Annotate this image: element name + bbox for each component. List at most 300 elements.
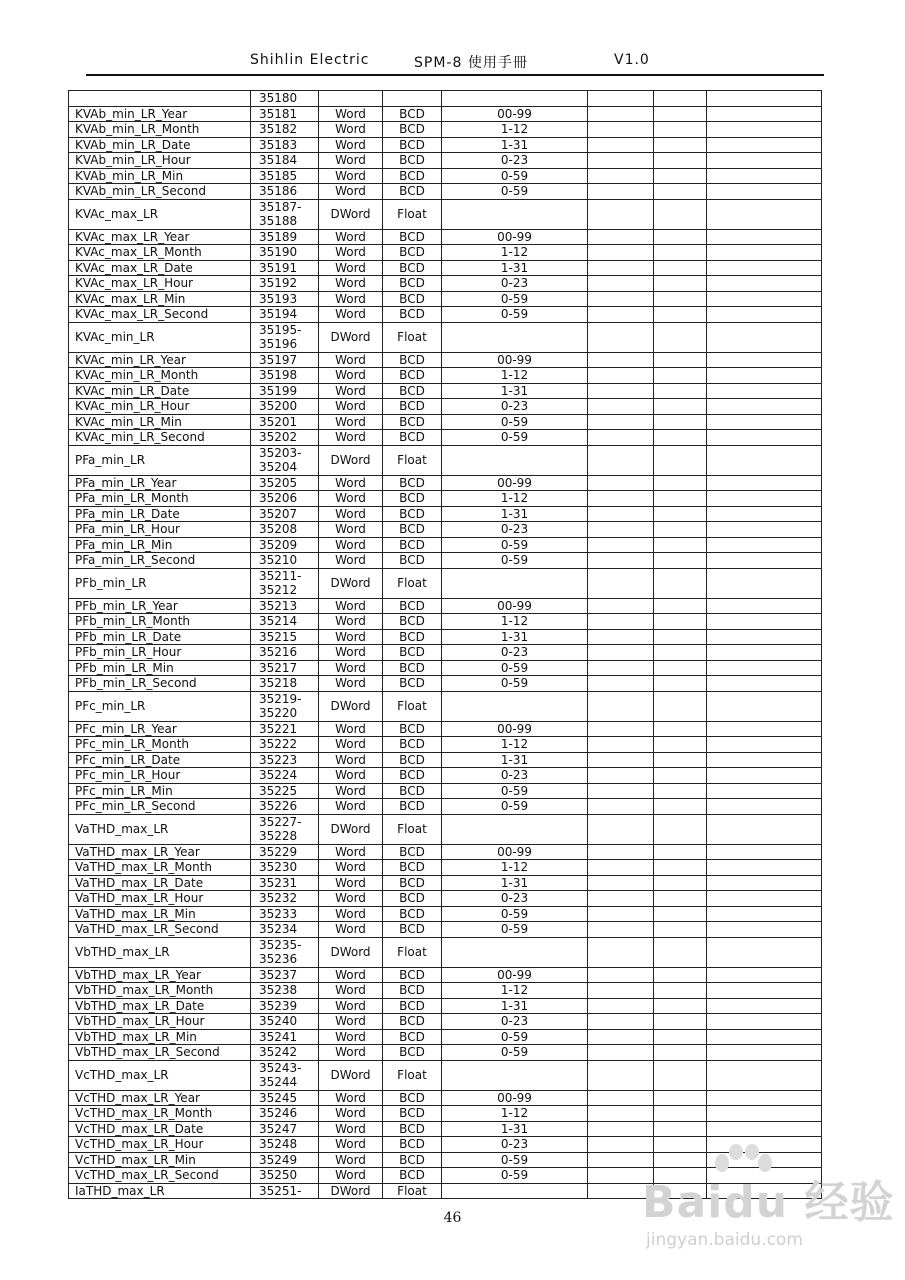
cell-type: BCD bbox=[383, 922, 442, 938]
cell-type: BCD bbox=[383, 506, 442, 522]
cell-address: 35207 bbox=[251, 506, 319, 522]
cell-address: 35180 bbox=[251, 91, 319, 107]
cell-empty bbox=[707, 491, 822, 507]
cell-empty bbox=[654, 875, 707, 891]
cell-size: Word bbox=[319, 368, 383, 384]
cell-size: Word bbox=[319, 768, 383, 784]
cell-type: Float bbox=[383, 1060, 442, 1090]
cell-address: 35208 bbox=[251, 522, 319, 538]
cell-type: BCD bbox=[383, 106, 442, 122]
cell-address: 35189 bbox=[251, 229, 319, 245]
cell-name: PFc_min_LR_Month bbox=[69, 737, 251, 753]
table-row bbox=[69, 752, 822, 768]
cell-address: 35193 bbox=[251, 291, 319, 307]
table-row bbox=[69, 383, 822, 399]
cell-empty bbox=[588, 122, 654, 138]
table-row bbox=[69, 106, 822, 122]
cell-range: 0-59 bbox=[442, 1168, 588, 1184]
cell-address: 35230 bbox=[251, 860, 319, 876]
cell-empty bbox=[654, 1029, 707, 1045]
table-row bbox=[69, 537, 822, 553]
cell-empty bbox=[707, 399, 822, 415]
cell-empty bbox=[654, 645, 707, 661]
cell-address: 35239 bbox=[251, 998, 319, 1014]
table-row bbox=[69, 168, 822, 184]
cell-empty bbox=[707, 967, 822, 983]
cell-size: Word bbox=[319, 414, 383, 430]
cell-empty bbox=[707, 106, 822, 122]
cell-empty bbox=[654, 1121, 707, 1137]
cell-name: KVAb_min_LR_Hour bbox=[69, 153, 251, 169]
cell-name: PFc_min_LR_Second bbox=[69, 799, 251, 815]
cell-name: KVAc_min_LR_Hour bbox=[69, 399, 251, 415]
cell-address: 35221 bbox=[251, 721, 319, 737]
cell-name: VaTHD_max_LR_Hour bbox=[69, 891, 251, 907]
cell-name: KVAb_min_LR_Date bbox=[69, 137, 251, 153]
cell-empty bbox=[588, 168, 654, 184]
cell-empty bbox=[654, 922, 707, 938]
cell-empty bbox=[654, 799, 707, 815]
cell-range: 0-23 bbox=[442, 153, 588, 169]
cell-name: VbTHD_max_LR_Second bbox=[69, 1045, 251, 1061]
cell-size: Word bbox=[319, 1121, 383, 1137]
cell-empty bbox=[707, 475, 822, 491]
cell-address: 35213 bbox=[251, 598, 319, 614]
cell-address: 35215 bbox=[251, 629, 319, 645]
cell-empty bbox=[707, 199, 822, 229]
cell-range: 1-31 bbox=[442, 383, 588, 399]
cell-range: 0-23 bbox=[442, 1137, 588, 1153]
cell-empty bbox=[588, 153, 654, 169]
cell-address: 35209 bbox=[251, 537, 319, 553]
cell-size: DWord bbox=[319, 1183, 383, 1199]
cell-name: PFc_min_LR_Min bbox=[69, 783, 251, 799]
cell-size: Word bbox=[319, 522, 383, 538]
cell-empty bbox=[707, 783, 822, 799]
table-row bbox=[69, 276, 822, 292]
cell-size: Word bbox=[319, 352, 383, 368]
cell-size: Word bbox=[319, 491, 383, 507]
cell-type: BCD bbox=[383, 645, 442, 661]
cell-name: IaTHD_max_LR bbox=[69, 1183, 251, 1199]
cell-address: 35202 bbox=[251, 430, 319, 446]
cell-empty bbox=[654, 445, 707, 475]
cell-type: BCD bbox=[383, 614, 442, 630]
cell-empty bbox=[588, 860, 654, 876]
cell-address: 35197 bbox=[251, 352, 319, 368]
cell-empty bbox=[588, 383, 654, 399]
cell-type: BCD bbox=[383, 368, 442, 384]
cell-empty bbox=[654, 260, 707, 276]
cell-empty bbox=[707, 137, 822, 153]
cell-empty bbox=[707, 276, 822, 292]
cell-range: 0-59 bbox=[442, 906, 588, 922]
cell-empty bbox=[588, 998, 654, 1014]
cell-name: PFa_min_LR bbox=[69, 445, 251, 475]
cell-name: KVAc_max_LR_Year bbox=[69, 229, 251, 245]
cell-name: VcTHD_max_LR_Min bbox=[69, 1152, 251, 1168]
table-row bbox=[69, 1060, 822, 1090]
cell-address: 35226 bbox=[251, 799, 319, 815]
cell-empty bbox=[654, 691, 707, 721]
register-table-body bbox=[69, 91, 822, 1199]
cell-empty bbox=[588, 983, 654, 999]
cell-name: VcTHD_max_LR_Year bbox=[69, 1090, 251, 1106]
cell-name: PFb_min_LR_Year bbox=[69, 598, 251, 614]
cell-address: 35200 bbox=[251, 399, 319, 415]
cell-name bbox=[69, 91, 251, 107]
cell-name: KVAc_min_LR_Date bbox=[69, 383, 251, 399]
cell-empty bbox=[707, 229, 822, 245]
cell-type: BCD bbox=[383, 1137, 442, 1153]
cell-empty bbox=[654, 629, 707, 645]
cell-empty bbox=[654, 998, 707, 1014]
cell-name: KVAc_max_LR_Min bbox=[69, 291, 251, 307]
cell-range: 00-99 bbox=[442, 475, 588, 491]
cell-empty bbox=[588, 445, 654, 475]
cell-range: 0-59 bbox=[442, 676, 588, 692]
cell-size: Word bbox=[319, 1106, 383, 1122]
cell-size: Word bbox=[319, 967, 383, 983]
cell-name: VbTHD_max_LR_Date bbox=[69, 998, 251, 1014]
table-row bbox=[69, 153, 822, 169]
cell-name: KVAc_min_LR_Year bbox=[69, 352, 251, 368]
cell-empty bbox=[654, 752, 707, 768]
cell-empty bbox=[654, 768, 707, 784]
cell-address: 35250 bbox=[251, 1168, 319, 1184]
cell-address: 35183 bbox=[251, 137, 319, 153]
cell-empty bbox=[707, 168, 822, 184]
cell-empty bbox=[707, 1090, 822, 1106]
cell-empty bbox=[588, 676, 654, 692]
cell-address: 35190 bbox=[251, 245, 319, 261]
cell-address: 35217 bbox=[251, 660, 319, 676]
cell-size: Word bbox=[319, 245, 383, 261]
cell-empty bbox=[588, 322, 654, 352]
cell-empty bbox=[588, 922, 654, 938]
cell-empty bbox=[707, 721, 822, 737]
cell-type: BCD bbox=[383, 553, 442, 569]
cell-name: VcTHD_max_LR_Date bbox=[69, 1121, 251, 1137]
cell-size: Word bbox=[319, 229, 383, 245]
cell-empty bbox=[707, 676, 822, 692]
cell-empty bbox=[588, 1045, 654, 1061]
page-number: 46 bbox=[443, 1210, 462, 1226]
cell-size: Word bbox=[319, 168, 383, 184]
cell-size: Word bbox=[319, 721, 383, 737]
cell-address: 35246 bbox=[251, 1106, 319, 1122]
cell-empty bbox=[588, 475, 654, 491]
table-row bbox=[69, 430, 822, 446]
cell-empty bbox=[588, 506, 654, 522]
table-row bbox=[69, 691, 822, 721]
cell-address: 35214 bbox=[251, 614, 319, 630]
cell-type: Float bbox=[383, 814, 442, 844]
cell-size: DWord bbox=[319, 445, 383, 475]
table-row bbox=[69, 614, 822, 630]
cell-empty bbox=[588, 768, 654, 784]
cell-empty bbox=[707, 153, 822, 169]
cell-type: BCD bbox=[383, 260, 442, 276]
cell-range bbox=[442, 1060, 588, 1090]
cell-empty bbox=[654, 137, 707, 153]
cell-empty bbox=[654, 106, 707, 122]
cell-address: 35187- 35188 bbox=[251, 199, 319, 229]
cell-range: 0-59 bbox=[442, 537, 588, 553]
cell-range: 0-59 bbox=[442, 783, 588, 799]
cell-empty bbox=[707, 1121, 822, 1137]
table-row bbox=[69, 1121, 822, 1137]
cell-range: 1-12 bbox=[442, 491, 588, 507]
cell-empty bbox=[588, 537, 654, 553]
cell-range: 1-12 bbox=[442, 737, 588, 753]
cell-empty bbox=[588, 245, 654, 261]
cell-size: Word bbox=[319, 291, 383, 307]
cell-range bbox=[442, 322, 588, 352]
table-row bbox=[69, 352, 822, 368]
cell-range: 1-12 bbox=[442, 368, 588, 384]
cell-empty bbox=[588, 307, 654, 323]
cell-empty bbox=[707, 737, 822, 753]
cell-empty bbox=[588, 399, 654, 415]
cell-empty bbox=[707, 598, 822, 614]
watermark-url: jingyan.baidu.com bbox=[646, 1230, 803, 1250]
cell-empty bbox=[588, 199, 654, 229]
cell-address: 35247 bbox=[251, 1121, 319, 1137]
cell-name: KVAb_min_LR_Min bbox=[69, 168, 251, 184]
cell-range: 00-99 bbox=[442, 967, 588, 983]
table-row bbox=[69, 368, 822, 384]
cell-empty bbox=[654, 737, 707, 753]
table-row bbox=[69, 875, 822, 891]
cell-address: 35211- 35212 bbox=[251, 568, 319, 598]
cell-range: 0-23 bbox=[442, 645, 588, 661]
cell-empty bbox=[654, 153, 707, 169]
table-row bbox=[69, 137, 822, 153]
cell-name: PFb_min_LR bbox=[69, 568, 251, 598]
cell-empty bbox=[654, 229, 707, 245]
cell-range: 00-99 bbox=[442, 106, 588, 122]
cell-range: 1-12 bbox=[442, 860, 588, 876]
page-header bbox=[0, 52, 905, 74]
cell-empty bbox=[654, 721, 707, 737]
cell-size: Word bbox=[319, 1014, 383, 1030]
cell-empty bbox=[654, 983, 707, 999]
cell-size bbox=[319, 91, 383, 107]
cell-address: 35232 bbox=[251, 891, 319, 907]
cell-name: PFc_min_LR_Year bbox=[69, 721, 251, 737]
table-row bbox=[69, 1090, 822, 1106]
cell-empty bbox=[707, 368, 822, 384]
cell-type: BCD bbox=[383, 737, 442, 753]
cell-empty bbox=[588, 137, 654, 153]
cell-empty bbox=[654, 1045, 707, 1061]
cell-empty bbox=[588, 1060, 654, 1090]
register-table bbox=[68, 90, 822, 1199]
table-row bbox=[69, 629, 822, 645]
cell-empty bbox=[707, 937, 822, 967]
cell-size: Word bbox=[319, 737, 383, 753]
header-version: V1.0 bbox=[614, 52, 650, 68]
cell-empty bbox=[707, 322, 822, 352]
cell-size: Word bbox=[319, 137, 383, 153]
cell-address: 35218 bbox=[251, 676, 319, 692]
cell-range: 0-59 bbox=[442, 307, 588, 323]
table-row bbox=[69, 91, 822, 107]
cell-type bbox=[383, 91, 442, 107]
cell-empty bbox=[654, 937, 707, 967]
cell-type: BCD bbox=[383, 660, 442, 676]
cell-name: KVAc_min_LR_Month bbox=[69, 368, 251, 384]
cell-empty bbox=[707, 768, 822, 784]
cell-empty bbox=[654, 199, 707, 229]
cell-empty bbox=[707, 614, 822, 630]
cell-range: 00-99 bbox=[442, 1090, 588, 1106]
table-row bbox=[69, 1045, 822, 1061]
cell-range: 1-12 bbox=[442, 983, 588, 999]
header-rule bbox=[86, 74, 824, 76]
cell-empty bbox=[654, 1106, 707, 1122]
cell-empty bbox=[654, 122, 707, 138]
cell-type: BCD bbox=[383, 629, 442, 645]
cell-empty bbox=[707, 983, 822, 999]
cell-address: 35242 bbox=[251, 1045, 319, 1061]
cell-empty bbox=[707, 814, 822, 844]
cell-name: KVAc_max_LR bbox=[69, 199, 251, 229]
cell-size: Word bbox=[319, 1090, 383, 1106]
cell-size: Word bbox=[319, 106, 383, 122]
cell-empty bbox=[707, 1029, 822, 1045]
cell-empty bbox=[654, 1060, 707, 1090]
cell-empty bbox=[588, 844, 654, 860]
cell-type: BCD bbox=[383, 1045, 442, 1061]
table-row bbox=[69, 522, 822, 538]
cell-range bbox=[442, 91, 588, 107]
table-row bbox=[69, 322, 822, 352]
cell-empty bbox=[588, 691, 654, 721]
cell-range: 0-59 bbox=[442, 430, 588, 446]
header-company: Shihlin Electric bbox=[250, 52, 370, 68]
cell-range: 0-23 bbox=[442, 522, 588, 538]
cell-empty bbox=[707, 860, 822, 876]
cell-name: PFa_min_LR_Min bbox=[69, 537, 251, 553]
cell-range bbox=[442, 1183, 588, 1199]
cell-range: 0-59 bbox=[442, 184, 588, 200]
cell-size: Word bbox=[319, 860, 383, 876]
cell-type: BCD bbox=[383, 875, 442, 891]
table-row bbox=[69, 199, 822, 229]
cell-size: Word bbox=[319, 1137, 383, 1153]
cell-empty bbox=[588, 906, 654, 922]
cell-name: PFa_min_LR_Year bbox=[69, 475, 251, 491]
cell-empty bbox=[654, 307, 707, 323]
cell-empty bbox=[707, 922, 822, 938]
cell-empty bbox=[707, 1014, 822, 1030]
cell-empty bbox=[654, 91, 707, 107]
cell-empty bbox=[588, 737, 654, 753]
cell-name: VaTHD_max_LR_Month bbox=[69, 860, 251, 876]
cell-empty bbox=[588, 814, 654, 844]
cell-address: 35186 bbox=[251, 184, 319, 200]
cell-empty bbox=[707, 1045, 822, 1061]
cell-range: 1-12 bbox=[442, 614, 588, 630]
cell-size: Word bbox=[319, 998, 383, 1014]
cell-empty bbox=[707, 522, 822, 538]
cell-empty bbox=[588, 799, 654, 815]
cell-name: VaTHD_max_LR_Second bbox=[69, 922, 251, 938]
cell-empty bbox=[588, 614, 654, 630]
cell-type: Float bbox=[383, 691, 442, 721]
cell-address: 35216 bbox=[251, 645, 319, 661]
table-row bbox=[69, 768, 822, 784]
cell-address: 35241 bbox=[251, 1029, 319, 1045]
cell-type: BCD bbox=[383, 184, 442, 200]
cell-size: Word bbox=[319, 307, 383, 323]
cell-address: 35229 bbox=[251, 844, 319, 860]
cell-empty bbox=[707, 844, 822, 860]
cell-address: 35206 bbox=[251, 491, 319, 507]
cell-address: 35219- 35220 bbox=[251, 691, 319, 721]
cell-range bbox=[442, 937, 588, 967]
cell-type: BCD bbox=[383, 137, 442, 153]
table-row bbox=[69, 891, 822, 907]
cell-empty bbox=[588, 1121, 654, 1137]
table-row bbox=[69, 906, 822, 922]
cell-empty bbox=[654, 414, 707, 430]
cell-range: 0-59 bbox=[442, 553, 588, 569]
table-row bbox=[69, 260, 822, 276]
cell-name: PFc_min_LR_Hour bbox=[69, 768, 251, 784]
cell-address: 35237 bbox=[251, 967, 319, 983]
cell-empty bbox=[588, 598, 654, 614]
cell-size: Word bbox=[319, 875, 383, 891]
cell-name: KVAc_min_LR_Second bbox=[69, 430, 251, 446]
cell-address: 35192 bbox=[251, 276, 319, 292]
cell-empty bbox=[654, 906, 707, 922]
table-row bbox=[69, 967, 822, 983]
cell-size: DWord bbox=[319, 691, 383, 721]
table-row bbox=[69, 491, 822, 507]
cell-range: 1-31 bbox=[442, 506, 588, 522]
cell-empty bbox=[707, 906, 822, 922]
table-row bbox=[69, 475, 822, 491]
cell-empty bbox=[588, 1014, 654, 1030]
cell-type: BCD bbox=[383, 168, 442, 184]
cell-address: 35195- 35196 bbox=[251, 322, 319, 352]
cell-empty bbox=[654, 967, 707, 983]
cell-type: BCD bbox=[383, 1152, 442, 1168]
cell-type: Float bbox=[383, 199, 442, 229]
cell-size: DWord bbox=[319, 1060, 383, 1090]
cell-range: 1-12 bbox=[442, 245, 588, 261]
cell-address: 35240 bbox=[251, 1014, 319, 1030]
cell-size: Word bbox=[319, 383, 383, 399]
cell-empty bbox=[654, 598, 707, 614]
cell-empty bbox=[707, 875, 822, 891]
table-row bbox=[69, 399, 822, 415]
table-row bbox=[69, 506, 822, 522]
table-row bbox=[69, 184, 822, 200]
table-row bbox=[69, 676, 822, 692]
cell-range bbox=[442, 445, 588, 475]
cell-empty bbox=[707, 1060, 822, 1090]
cell-empty bbox=[707, 260, 822, 276]
cell-range: 0-59 bbox=[442, 291, 588, 307]
cell-empty bbox=[588, 1090, 654, 1106]
cell-empty bbox=[588, 645, 654, 661]
cell-type: BCD bbox=[383, 352, 442, 368]
cell-empty bbox=[707, 506, 822, 522]
